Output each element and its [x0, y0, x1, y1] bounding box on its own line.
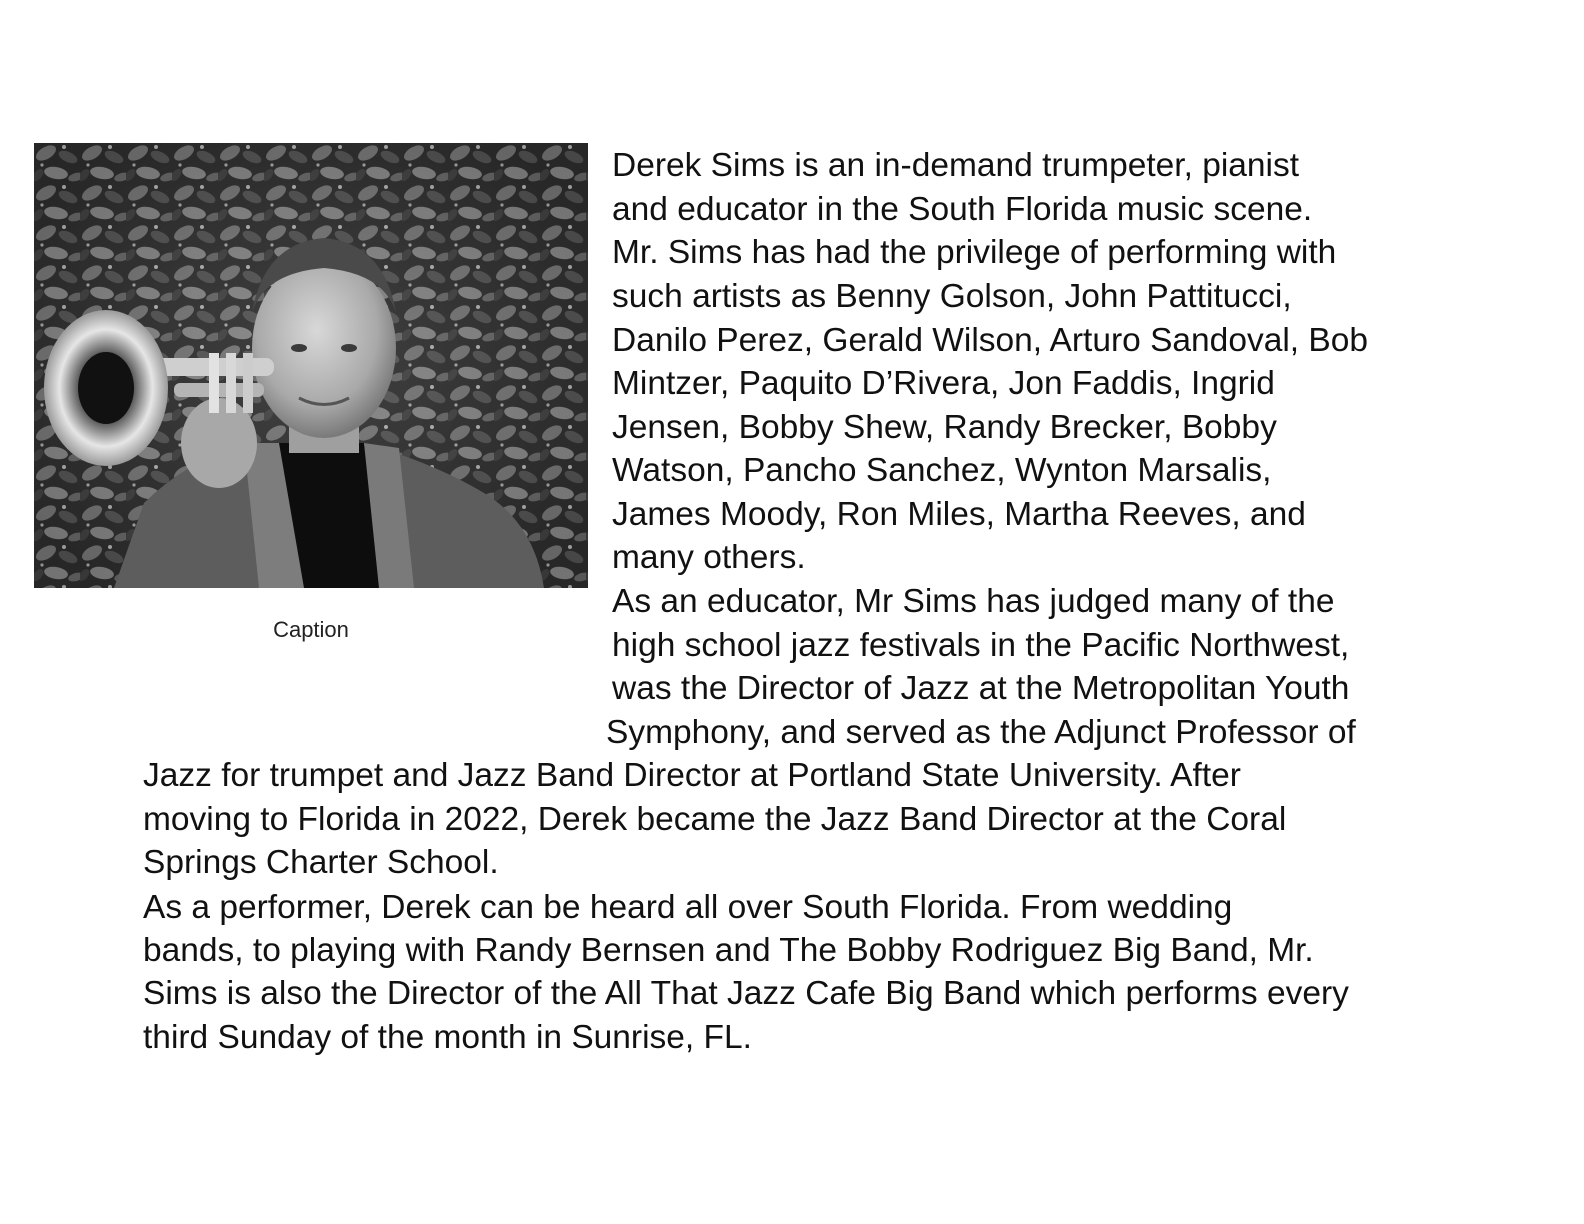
bio-line: such artists as Benny Golson, John Pattitucci,	[612, 278, 1292, 315]
bio-line: Sims is also the Director of the All That Jazz Cafe Big Band which performs every	[143, 975, 1349, 1012]
bio-line: many others.	[612, 539, 806, 576]
bio-line: Mr. Sims has had the privilege of performing with	[612, 234, 1337, 271]
bio-line: bands, to playing with Randy Bernsen and The Bobby Rodriguez Big Band, Mr.	[143, 932, 1314, 969]
bio-line: As a performer, Derek can be heard all over South Florida. From wedding	[143, 889, 1233, 926]
bio-line: Danilo Perez, Gerald Wilson, Arturo Sandoval, Bob	[612, 322, 1368, 359]
bio-line: high school jazz festivals in the Pacific Northwest,	[612, 627, 1350, 664]
bio-line: Mintzer, Paquito D’Rivera, Jon Faddis, Ingrid	[612, 365, 1275, 402]
bio-line: was the Director of Jazz at the Metropolitan Youth	[612, 670, 1350, 707]
bio-line: Springs Charter School.	[143, 844, 499, 881]
bio-line: third Sunday of the month in Sunrise, FL.	[143, 1019, 752, 1056]
bio-line: moving to Florida in 2022, Derek became the Jazz Band Director at the Coral	[143, 801, 1287, 838]
bio-line: Jazz for trumpet and Jazz Band Director at Portland State University. After	[143, 757, 1241, 794]
bio-line: James Moody, Ron Miles, Martha Reeves, and	[612, 496, 1306, 533]
bio-line: Symphony, and served as the Adjunct Professor of	[606, 714, 1356, 751]
portrait-photo	[34, 143, 588, 588]
bio-line: Jensen, Bobby Shew, Randy Brecker, Bobby	[612, 409, 1277, 446]
bio-line: As an educator, Mr Sims has judged many of the	[612, 583, 1335, 620]
bio-line: Watson, Pancho Sanchez, Wynton Marsalis,	[612, 452, 1272, 489]
bio-line: and educator in the South Florida music scene.	[612, 191, 1313, 228]
photo-caption: Caption	[273, 617, 349, 642]
bio-line: Derek Sims is an in-demand trumpeter, pianist	[612, 147, 1300, 184]
